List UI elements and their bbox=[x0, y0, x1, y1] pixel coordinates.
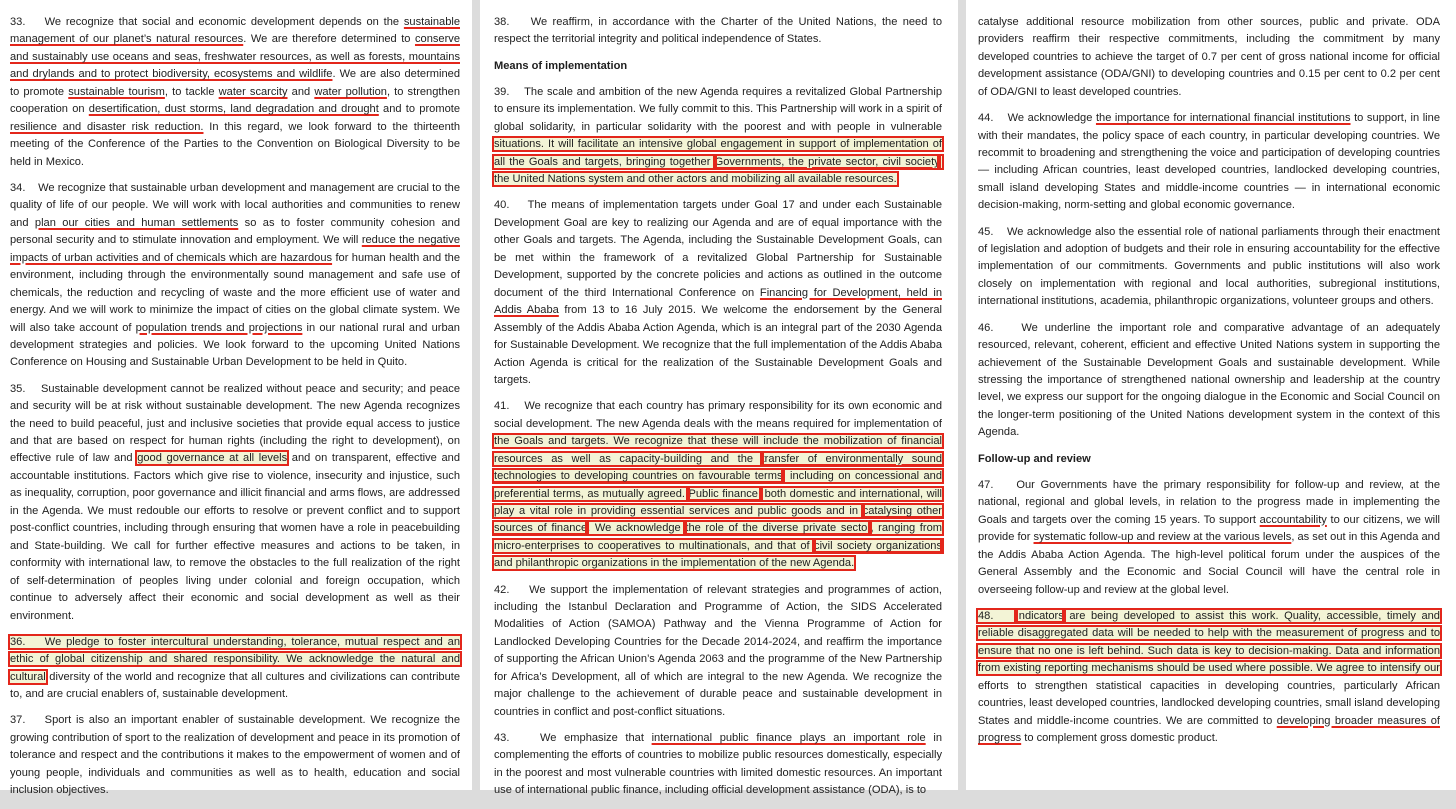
text-run: 44. We acknowledge bbox=[978, 112, 1096, 125]
highlighted-text: situations. It will facilitate an intensive global engagement in support of implementation of all the Goals and targets, bringing together bbox=[494, 138, 942, 168]
paragraph-33 bbox=[10, 14, 460, 171]
highlighted-text: the Goals and targets. We recognize that these will include the mobilization of financial resources as well as capacity-building and the bbox=[494, 435, 942, 465]
underlined-text: the importance for international financial institutions bbox=[1095, 112, 1351, 125]
underlined-text: conserve and sustainably use oceans and seas, freshwater resources, as well as forests, mountains and drylands and to protect biodiversity, ecosystems and wildlife bbox=[10, 33, 460, 81]
text-run: . We are also determined to promote bbox=[10, 68, 460, 98]
boxed-highlight: good governance at all levels bbox=[137, 452, 288, 465]
paragraph-40 bbox=[494, 197, 942, 389]
highlighted-text: , the United Nations system and other actors and mobilizing all available resources. bbox=[494, 155, 942, 186]
text-run: , to tackle bbox=[164, 85, 219, 98]
paragraph-48 bbox=[978, 608, 1440, 748]
highlighted-text: and philanthropic organizations in the implementation of the new Agenda. bbox=[494, 557, 855, 570]
highlighted-text: , ranging from micro-enterprises to cooperatives to multinationals, and that of bbox=[494, 522, 942, 552]
highlighted-text: , including on concessional and preferential terms, as mutually agreed. bbox=[494, 470, 942, 500]
underlined-text: water pollution bbox=[314, 85, 387, 98]
highlighted-underlined-text: Public finance, bbox=[688, 487, 762, 500]
highlighted-underlined-text: catalysing other sources of finance bbox=[494, 504, 942, 535]
highlighted-text: 48. bbox=[978, 609, 1016, 622]
underlined-text: desertification, dust storms, land degradation and drought bbox=[88, 103, 379, 116]
underlined-text: developing broader measures of progress bbox=[978, 714, 1440, 744]
section-heading-means-of-implementation: Means of implementation bbox=[494, 59, 628, 72]
paragraph-36 bbox=[10, 634, 460, 704]
highlighted-underlined-text: Indicators bbox=[1015, 609, 1064, 622]
text-run: 45. We acknowledge also the essential role of national parliaments through their enactment of legislation and adoption of budgets and their role in ensuring accountability for the effective implementation of our commitments. Governments and public institutions will also work closely on implementation with regional and local authorities, subregional institutions, international institutions, academia, philanthropic organizations, volunteer groups and others. bbox=[978, 225, 1440, 308]
text-run: 38. We reaffirm, in accordance with the Charter of the United Nations, the need to respect the territorial integrity and political independence of States. bbox=[494, 16, 942, 46]
underlined-text: Financing for Development, held in Addis Ababa bbox=[494, 286, 942, 317]
text-run: and bbox=[287, 85, 315, 98]
underlined-text: sustainable tourism bbox=[68, 85, 165, 98]
highlighted-underlined-text: civil society organizations bbox=[814, 539, 942, 552]
paragraph-42 bbox=[494, 582, 942, 722]
text-run: and to promote bbox=[378, 103, 460, 116]
text-run: In this regard, we look forward to the thirteenth meeting of the Conference of the Parties to the Convention on Biological Diversity to be held in Mexico. bbox=[10, 120, 460, 168]
text-run: to support, in line with their mandates, the policy space of each country, in particular developing countries. We recommit to broadening and strengthening the voice and participation of developing countries — including African countries, least developed countries, landlocked developing countries, small island developing States and middle-income countries — in international economic decision-making, norm-setting and global economic governance. bbox=[978, 112, 1440, 212]
underlined-text: sustainable management of our planet’s natural resources bbox=[10, 16, 460, 46]
text-run: 40. The means of implementation targets under Goal 17 and under each Sustainable Development Goal are key to realizing our Agenda and are of equal importance with the other Goals and targets. The Agenda, including the Sustainable Development Goals, can be met within the framework of a revitalized Global Partnership for Sustainable Development, supported by the concrete policies and actions as outlined in the outcome document of the third International Conference on bbox=[494, 199, 942, 299]
text-run: 37. Sport is also an important enabler of sustainable development. We recognize the growing contribution of sport to the realization of development and peace in its promotion of tolerance and respect and the contributions it makes to the empowerment of women and of young people, individuals and communities as well as to health, education and social inclusion objectives. bbox=[10, 714, 460, 797]
page-right[interactable] bbox=[966, 0, 1456, 790]
highlighted-text: are being developed to assist this work. Quality, accessible, timely and reliable disaggregated data will be needed to help with the measurement of progress and to ensure that no one is left behind. Such data is key to decision-making. Data and information from existing reporting mechanisms should be used where possible. We agree to intensify our bbox=[978, 609, 1440, 675]
underlined-text: population trends and projections bbox=[135, 321, 303, 334]
text-column bbox=[10, 14, 460, 808]
paragraph-43-continued bbox=[978, 14, 1440, 101]
text-run: from 13 to 16 July 2015. We welcome the endorsement by the General Assembly of the Addis Ababa Action Agenda, which is an integral part of the 2030 Agenda for Sustainable Development. We recognize that the full implementation of the Addis Ababa Action Agenda is critical for the realization of the Sustainable Development Goals and targets. bbox=[494, 304, 942, 386]
paragraph-35 bbox=[10, 381, 460, 625]
highlighted-underlined-text: the role of the diverse private sector bbox=[685, 522, 871, 535]
text-run: and on transparent, effective and accountable institutions. Factors which give rise to violence, insecurity and injustice, such as inequality, corruption, poor governance and illicit financial and arms flows, are addressed in the Agenda. We must redouble our efforts to resolve or prevent conflict and to support post-conflict countries, including through ensuring that women have a role in peacebuilding and State-building. We call for further effective measures and actions to be taken, in conformity with international law, to remove the obstacles to the full realization of the right of self-determination of peoples living under colonial and foreign occupation, which continue to adversely affect their economic and social development as well as their environment. bbox=[10, 452, 460, 622]
highlighted-underlined-text: Governments, the private sector, civil society bbox=[714, 155, 939, 168]
highlighted-text: 36. We pledge to foster intercultural understanding, tolerance, mutual respect and an ethic of global citizenship and shared responsibility. We acknowledge the natural and cultural bbox=[10, 635, 460, 683]
text-run: diversity of the world and recognize that all cultures and civilizations can contribute to, and are crucial enablers of, sustainable development. bbox=[10, 670, 460, 701]
text-run: 42. We support the implementation of relevant strategies and programmes of action, including the Istanbul Declaration and Programme of Action, the SIDS Accelerated Modalities of Action (SAMOA) Pathway and the Vienna Programme of Action for Landlocked Developing Countries for the Decade 2014-2024, and reaffirm the importance of supporting the African Union’s Agenda 2063 and the programme of the New Partnership for Africa’s Development, all of which are integral to the new Agenda. We recognize the major challenge to the achievement of durable peace and sustainable development in countries in conflict and post-conflict situations. bbox=[494, 583, 942, 718]
highlighted-text: . We acknowledge bbox=[587, 522, 686, 535]
paragraph-43 bbox=[494, 730, 942, 800]
text-run: to complement gross domestic product. bbox=[1021, 732, 1218, 744]
text-run: 43. We emphasize that bbox=[494, 732, 652, 744]
text-run: 46. We underline the important role and comparative advantage of an adequately resourced, relevant, coherent, efficient and effective United Nations system in supporting the achievement of the Sustainable Development Goals and sustainable development. While stressing the importance of strengthened national ownership and leadership at the country level, we express our support for the ongoing dialogue in the Economic and Social Council on the longer-term positioning of the United Nations development system in the context of this Agenda. bbox=[978, 321, 1440, 439]
text-run: catalyse additional resource mobilization from other sources, public and private. ODA providers reaffirm their respective commitments, including the commitment by many developed countries to achieve the target of 0.7 per cent of gross national income for official development assistance (ODA/GNI) to developing countries and 0.15 per cent to 0.2 per cent of ODA/GNI to least developed countries. bbox=[978, 16, 1440, 98]
paragraph-46 bbox=[978, 320, 1440, 442]
text-run: 41. We recognize that each country has primary responsibility for its own economic and social development. The new Agenda deals with the means required for implementation of bbox=[494, 400, 942, 430]
underlined-text: accountability bbox=[1259, 513, 1327, 526]
underlined-text: systematic follow-up and review at the various levels bbox=[1033, 531, 1292, 544]
text-run: , to strengthen cooperation on bbox=[10, 85, 460, 116]
paragraph-34 bbox=[10, 180, 460, 372]
text-run: efforts to strengthen statistical capacities in developing countries, particularly African countries, least developed countries, landlocked developing countries, small island developing States and middle-income countries. We are committed to bbox=[978, 679, 1440, 727]
text-run: 34. We recognize that sustainable urban development and management are crucial to the quality of life of our people. We will work with local authorities and communities to renew and bbox=[10, 181, 460, 229]
paragraph-41 bbox=[494, 398, 942, 573]
text-run: 47. Our Governments have the primary responsibility for follow-up and review, at the national, regional and global levels, in relation to the progress made in implementing the Goals and targets over the coming 15 years. To support bbox=[978, 478, 1440, 526]
text-run: in complementing the efforts of countries to mobilize public resources domestically, especially in the poorest and most vulnerable countries with limited domestic resources. An important use of international public finance, including official development assistance (ODA), is to bbox=[494, 732, 942, 797]
highlighted-underlined-text: transfer of environmentally sound technologies to developing countries on favourable terms bbox=[494, 452, 942, 483]
text-run: so as to foster community cohesion and personal security and to stimulate innovation and employment. We will bbox=[10, 216, 460, 247]
text-run: for human health and the environment, including through the environmentally sound management and safe use of chemicals, the reduction and recycling of waste and the more efficient use of water and energy. And we will work to minimize the impact of cities on the global climate system. We will also take account of bbox=[10, 251, 460, 334]
highlighted-text: both domestic and international, will play a vital role in providing essential services and public goods and in bbox=[494, 487, 942, 517]
paragraph-39 bbox=[494, 84, 942, 189]
text-column bbox=[494, 14, 942, 809]
paragraph-47 bbox=[978, 477, 1440, 599]
text-run: . We are therefore determined to bbox=[243, 33, 415, 46]
paragraph-44 bbox=[978, 110, 1440, 215]
underlined-text: plan our cities and human settlements bbox=[34, 216, 239, 229]
text-run: in our national rural and urban development strategies and policies. We look forward to the upcoming United Nations Conference on Housing and Sustainable Urban Development to be held in Quito. bbox=[10, 321, 460, 369]
text-run: 39. The scale and ambition of the new Agenda requires a revitalized Global Partnership to ensure its implementation. We fully commit to this. This Partnership will work in a spirit of global solidarity, in particular solidarity with the poorest and with people in vulnerable bbox=[494, 85, 942, 133]
underlined-text: international public finance plays an important role bbox=[651, 732, 926, 744]
page-left[interactable] bbox=[0, 0, 472, 797]
section-heading-follow-up-and-review: Follow-up and review bbox=[978, 452, 1091, 465]
text-run: , as set out in this Agenda and the Addis Ababa Action Agenda. The high-level political forum under the auspices of the General Assembly and the Economic and Social Council will have the central role in overseeing follow-up and review at the global level. bbox=[978, 531, 1440, 596]
underlined-text: reduce the negative impacts of urban activities and of chemicals which are hazardous bbox=[10, 234, 460, 264]
paragraph-38 bbox=[494, 14, 942, 49]
page-middle[interactable] bbox=[480, 0, 958, 797]
underlined-text: water scarcity bbox=[218, 85, 288, 98]
text-column bbox=[978, 14, 1440, 756]
text-run: 33. We recognize that social and economic development depends on the bbox=[10, 16, 404, 28]
text-run: to our citizens, we will provide for bbox=[978, 513, 1441, 544]
paragraph-45 bbox=[978, 224, 1440, 311]
text-run: 35. Sustainable development cannot be realized without peace and security; and peace and security will be at risk without sustainable development. The new Agenda recognizes the need to build peaceful, just and inclusive societies that provide equal access to justice and that are based on respect for human rights (including the right to development), on effective rule of law and bbox=[10, 382, 460, 465]
underlined-text: resilience and disaster risk reduction. bbox=[10, 120, 204, 133]
paragraph-37 bbox=[10, 712, 460, 799]
